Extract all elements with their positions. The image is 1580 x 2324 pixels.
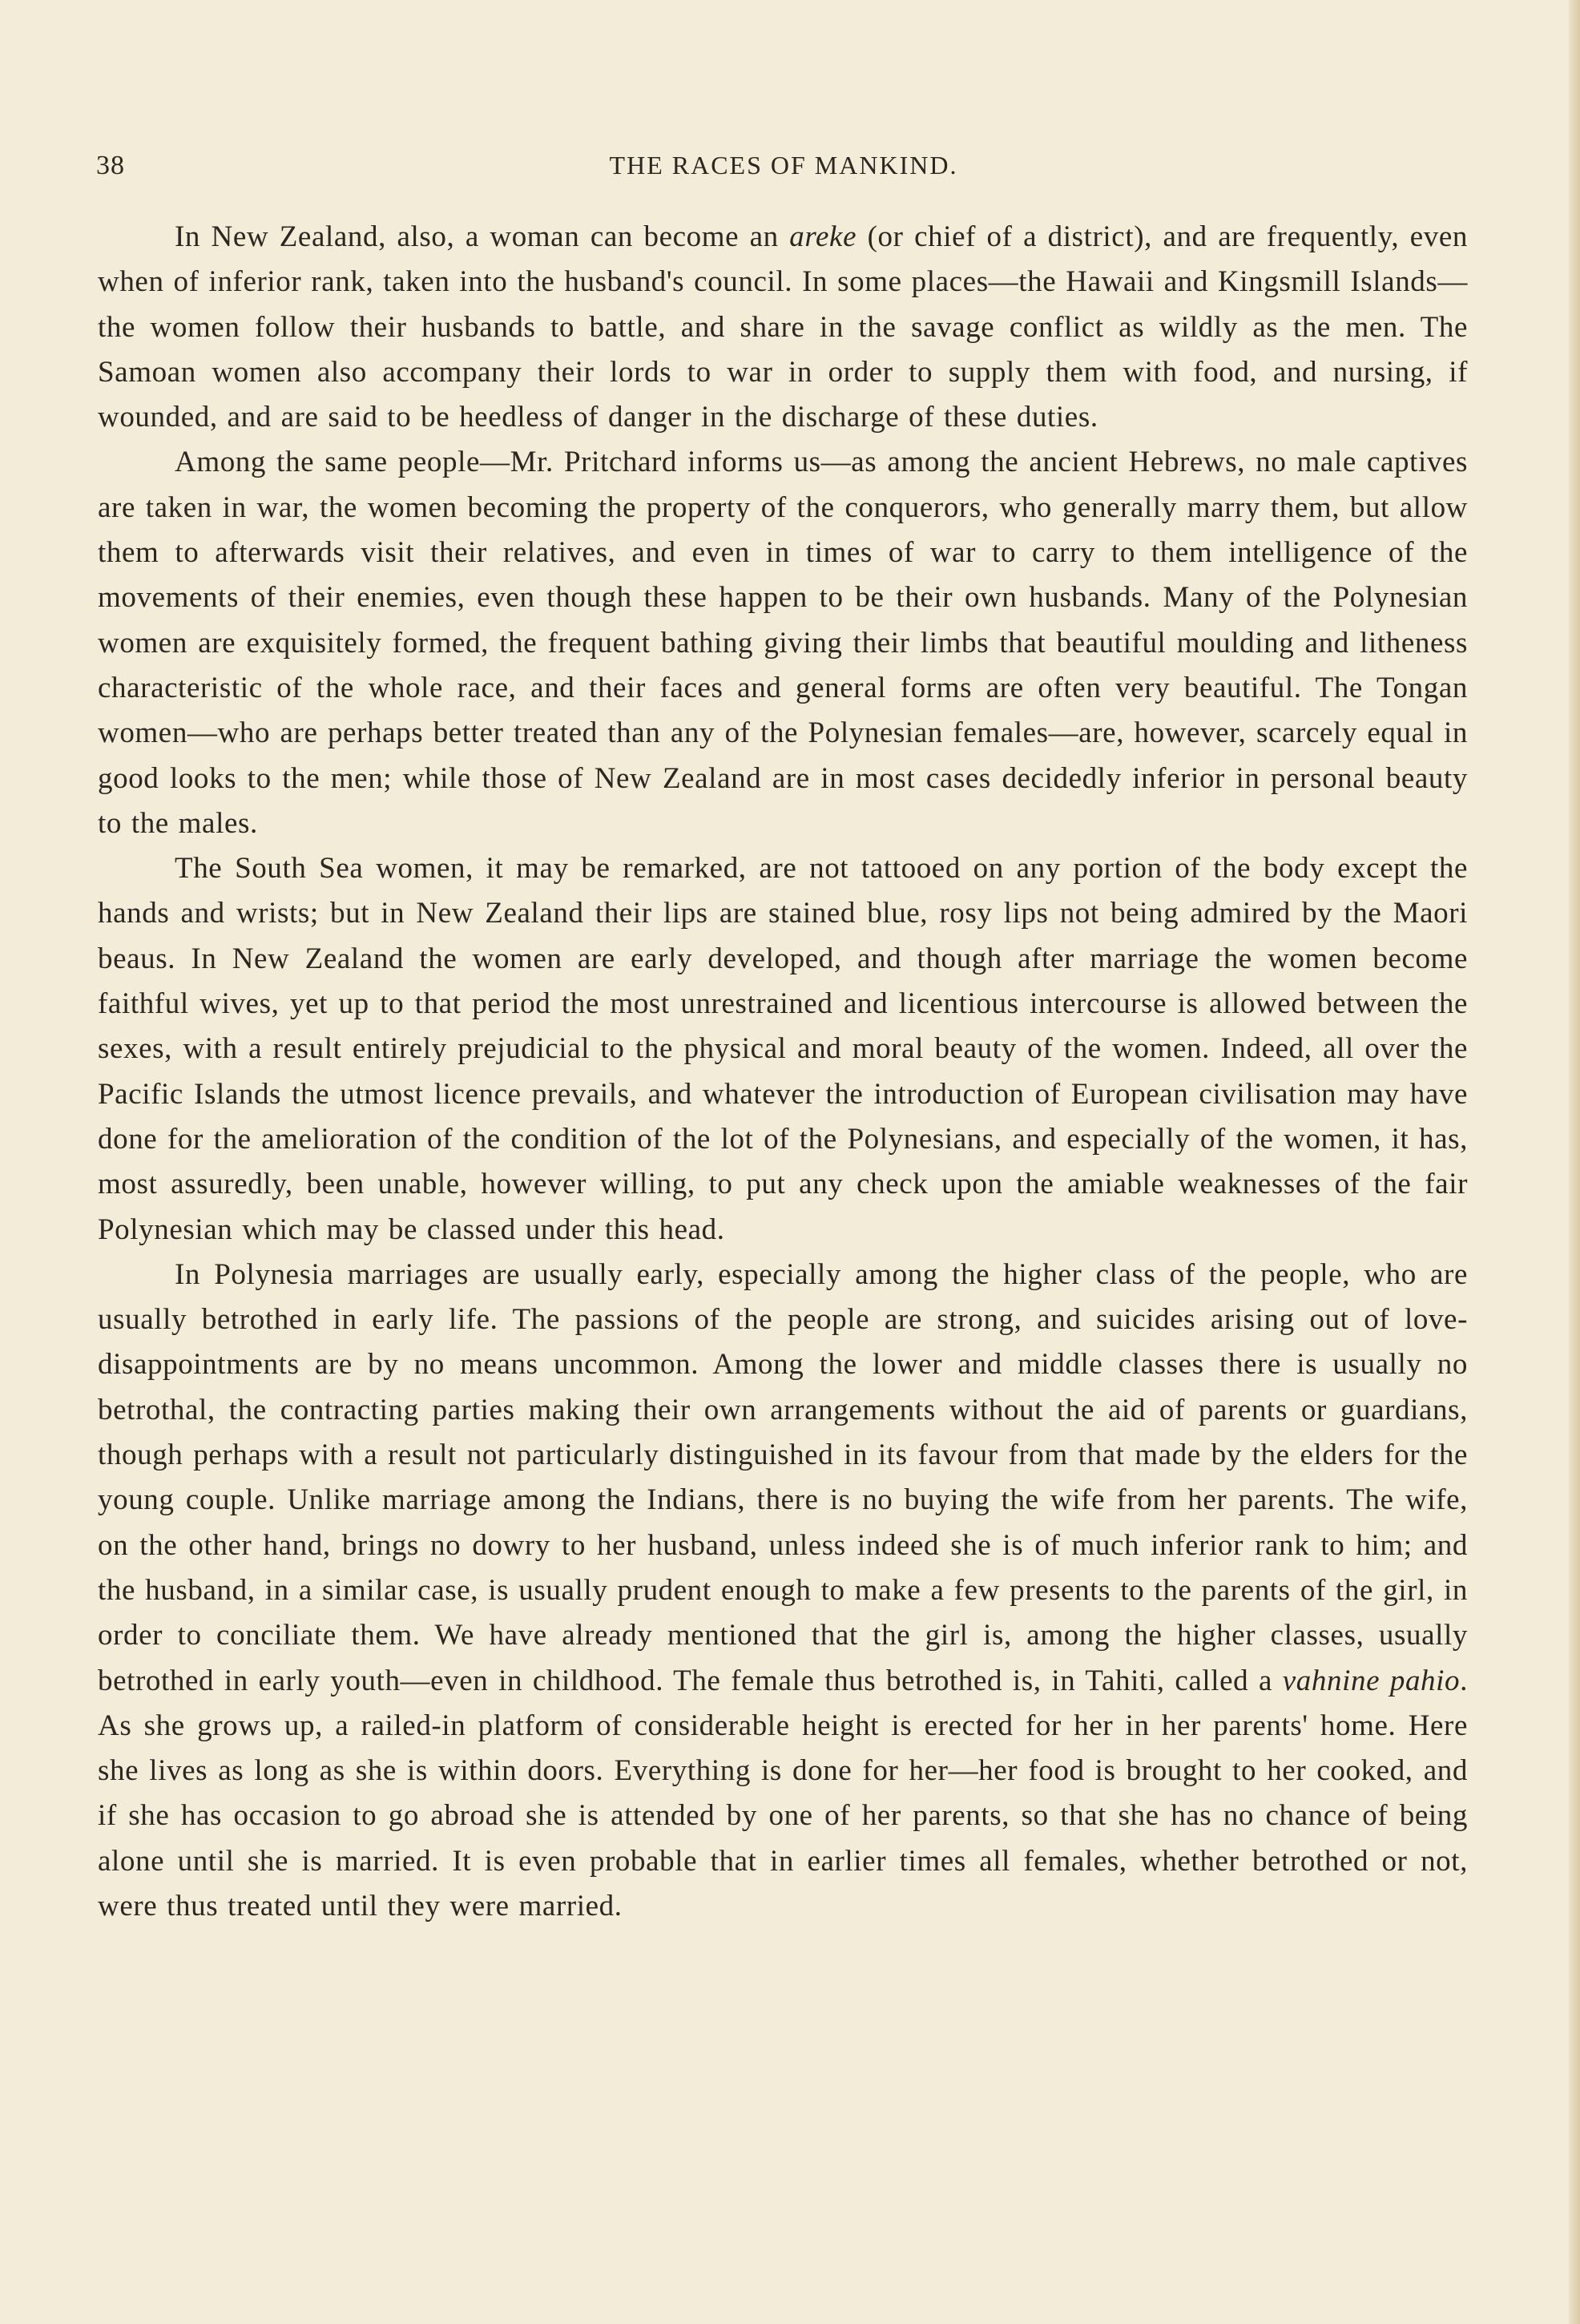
running-title: THE RACES OF MANKIND. xyxy=(609,151,958,180)
paragraph-text: The South Sea women, it may be remarked, are not tattooed on any portion of the body except the hands and wrists; but in New Zealand their lips are stained blue, rosy lips not being admired by the Maori beaus. In New Zealand the women are early developed, and though after marriage the women become faithful wives, yet up to that period the most unrestrained and licentious intercourse is allowed between the sexes, with a result entirely prejudicial to the physical and moral beauty of the women. Indeed, all over the Pacific Islands the utmost licence prevails, and whatever the introduction of European civilisation may have done for the amelioration of the condition of the lot of the Polynesians, and especially of the women, it has, most assuredly, been unable, however willing, to put any check upon the amiable weaknesses of the fair Polynesian which may be classed under this head. xyxy=(98,852,1468,1246)
italic-term: areke xyxy=(789,220,857,253)
body-text xyxy=(98,215,1468,1929)
paragraph-3 xyxy=(98,846,1468,1253)
page-header xyxy=(96,151,1471,191)
paragraph-4 xyxy=(98,1253,1468,1929)
italic-term: vahnine pahio xyxy=(1282,1664,1461,1697)
page-number: 38 xyxy=(96,151,125,180)
paragraph-text: In Polynesia marriages are usually early, especially among the higher class of the people, who are usually betrothed in early life. The passions of the people are strong, and suicides arising out of love-disappointments are by no means uncommon. Among the lower and middle classes there is usually no betrothal, the contracting parties making their own arrangements without the aid of parents or guardians, though perhaps with a result not particularly distinguished in its favour from that made by the elders for the young couple. Unlike marriage among the Indians, there is no buying the wife from her parents. The wife, on the other hand, brings no dowry to her husband, unless indeed she is of much inferior rank to him; and the husband, in a similar case, is usually prudent enough to make a few presents to the parents of the girl, in order to conciliate them. We have already mentioned that the girl is, among the higher classes, usually betrothed in early youth—even in childhood. The female thus betrothed is, in Tahiti, called a xyxy=(98,1257,1468,1697)
paragraph-2 xyxy=(98,440,1468,846)
paragraph-text: (or chief of a district), and are frequently, even when of inferior rank, taken into the husband's council. In some places—the Hawaii and Kingsmill Islands—the women follow their husbands to battle, and share in the savage conflict as wildly as the men. The Samoan women also accompany their lords to war in order to supply them with food, and nursing, if wounded, and are said to be heedless of danger in the discharge of these duties. xyxy=(98,220,1468,434)
page-edge xyxy=(1569,0,1580,2324)
paragraph-text: Among the same people—Mr. Pritchard informs us—as among the ancient Hebrews, no male captives are taken in war, the women becoming the property of the conquerors, who generally marry them, but allow them to afterwards visit their relatives, and even in times of war to carry to them intelligence of the movements of their enemies, even though these happen to be their own husbands. Many of the Polynesian women are exquisitely formed, the frequent bathing giving their limbs that beautiful moulding and litheness characteristic of the whole race, and their faces and general forms are often very beautiful. The Tongan women—who are perhaps better treated than any of the Polynesian females—are, however, scarcely equal in good looks to the men; while those of New Zealand are in most cases decidedly inferior in personal beauty to the males. xyxy=(98,446,1468,840)
paragraph-1 xyxy=(98,215,1468,440)
paragraph-text: In New Zealand, also, a woman can become an xyxy=(175,220,790,253)
paragraph-text: . As she grows up, a railed-in platform of considerable height is erected for her in her parents' home. Here she lives as long as she is within doors. Everything is done for her—her food is brought to her cooked, and if she has occasion to go abroad she is attended by one of her parents, so that she has no chance of being alone until she is married. It is even probable that in earlier times all females, whether betrothed or not, were thus treated until they were married. xyxy=(98,1664,1468,1923)
